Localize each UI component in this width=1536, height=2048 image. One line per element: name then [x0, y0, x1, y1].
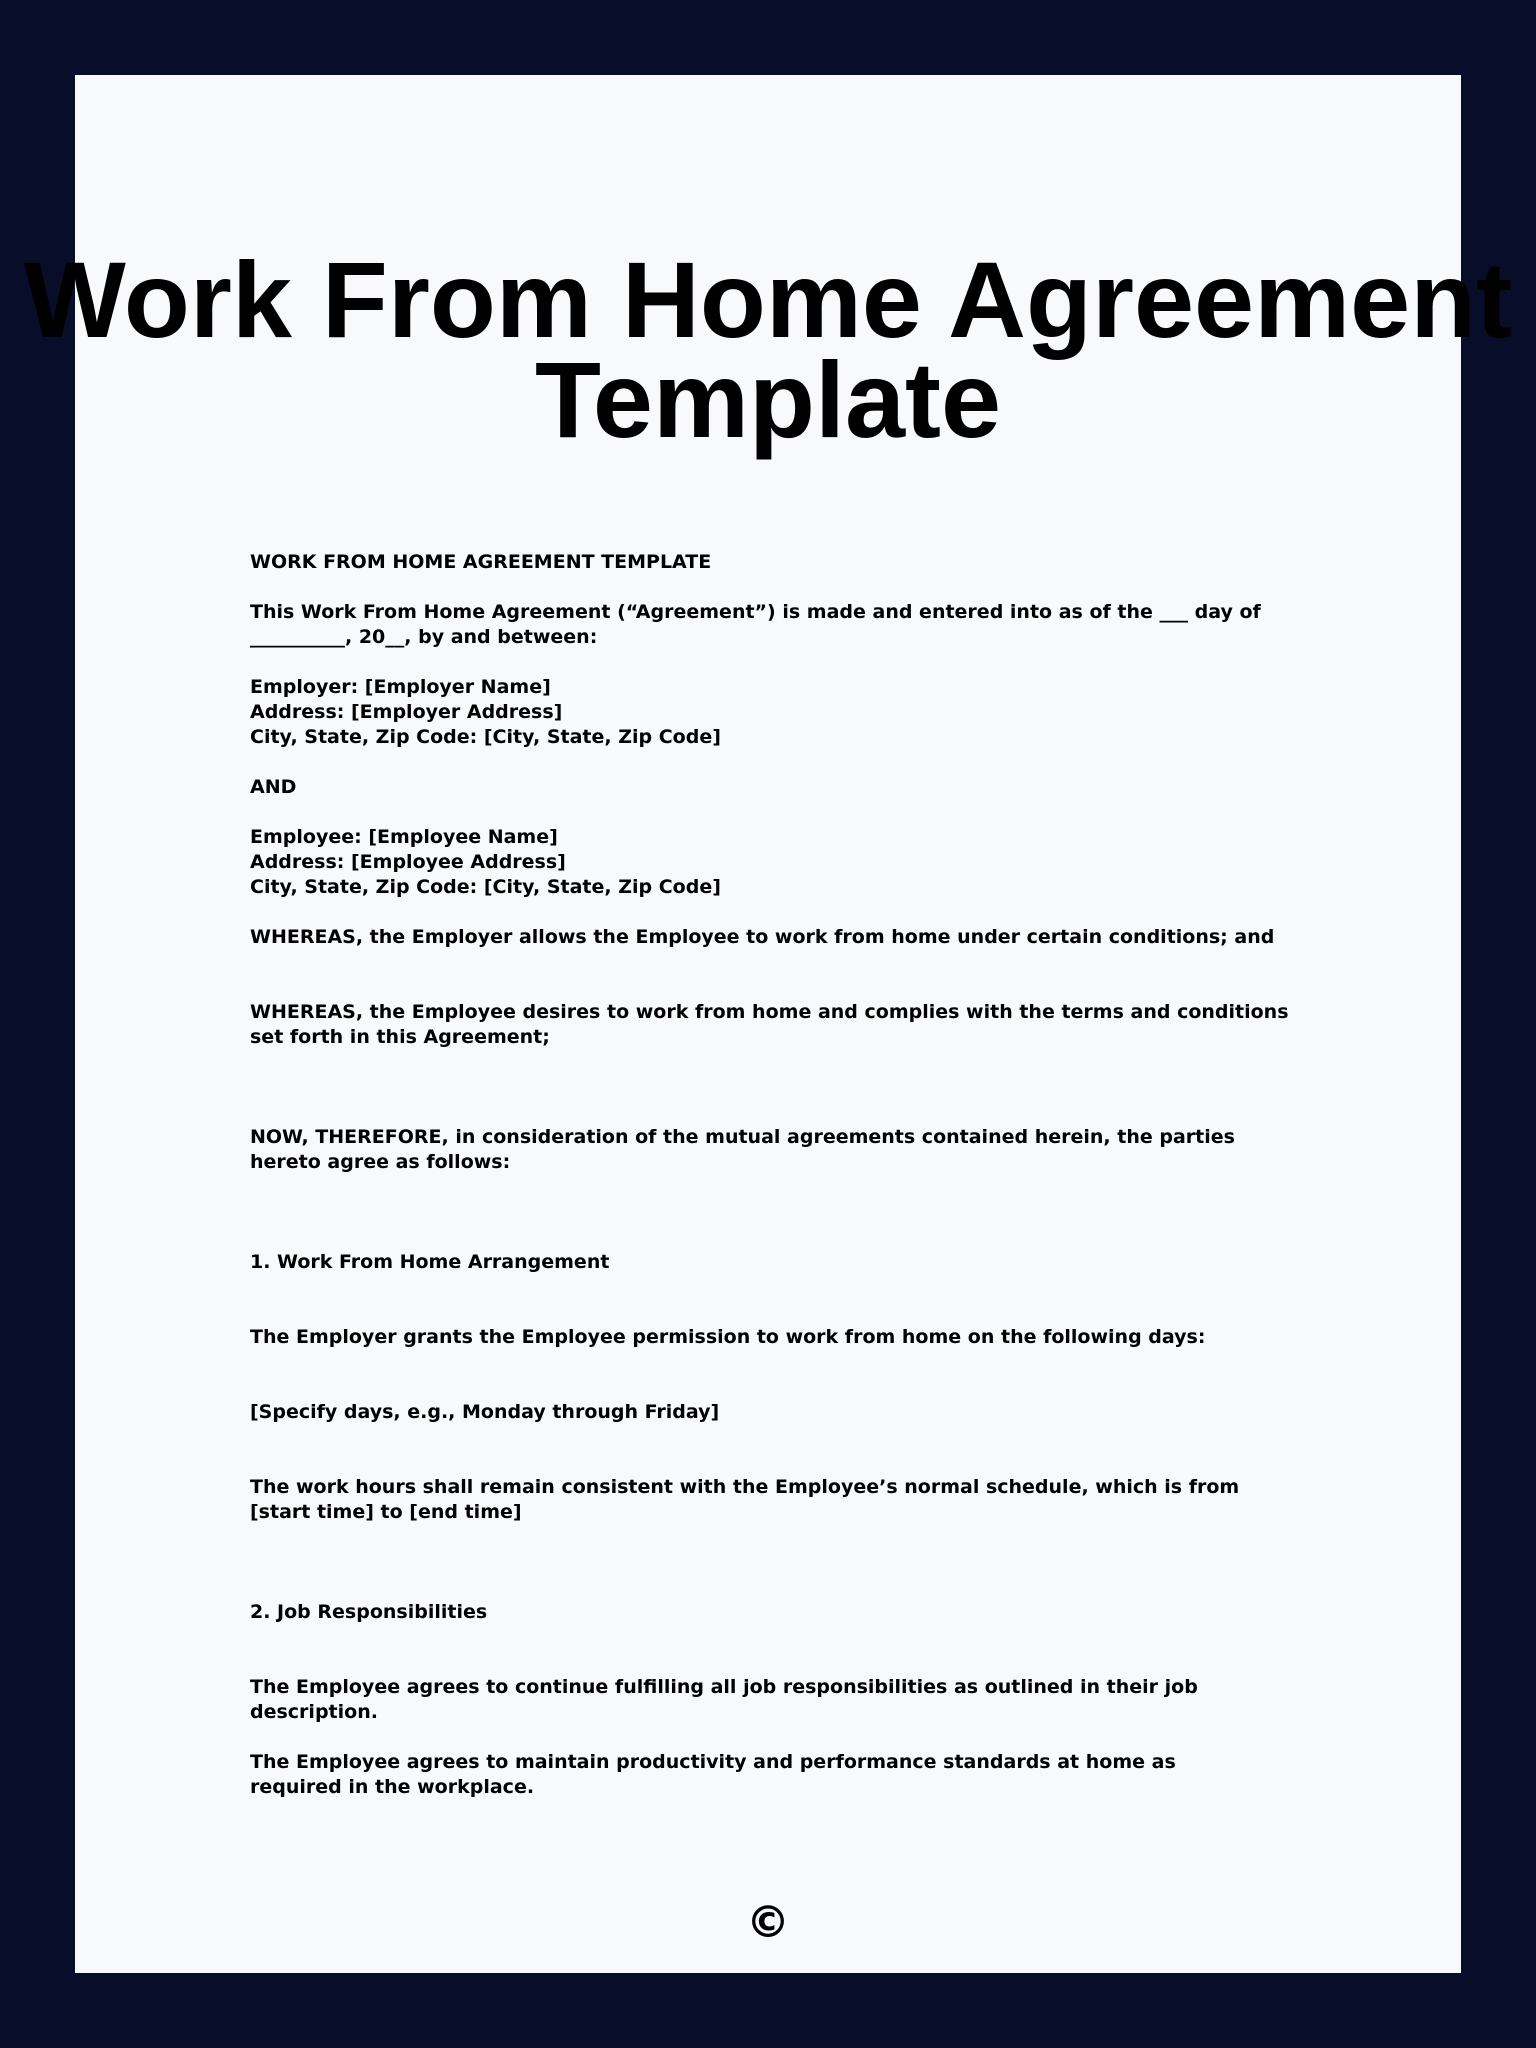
employee-name: Employee: [Employee Name] [250, 826, 558, 848]
section-1-paragraph-3: The work hours shall remain consistent with the Employee’s normal schedule, which is from [start time] to [end time] [250, 1476, 1240, 1523]
document-title [0, 239, 1536, 460]
intro-paragraph: This Work From Home Agreement (“Agreement”) is made and entered into as of the ___ day of __________, 20__, by and between: [250, 601, 1261, 648]
section-2-paragraph-1: The Employee agrees to continue fulfilling all job responsibilities as outlined in their job description. [250, 1676, 1198, 1723]
agreement-heading: WORK FROM HOME AGREEMENT TEMPLATE [250, 551, 712, 573]
whereas-clause-2: WHEREAS, the Employee desires to work from home and complies with the terms and conditions set forth in this Agreement; [250, 1001, 1289, 1048]
now-therefore-clause: NOW, THEREFORE, in consideration of the mutual agreements contained herein, the parties hereto agree as follows: [250, 1126, 1235, 1173]
section-1-paragraph-1: The Employer grants the Employee permission to work from home on the following days: [250, 1326, 1206, 1348]
section-1-heading: 1. Work From Home Arrangement [250, 1251, 610, 1273]
title-line-2: Template [534, 339, 1002, 460]
section-2-paragraph-2: The Employee agrees to maintain productivity and performance standards at home as required in the workplace. [250, 1751, 1176, 1798]
employer-city: City, State, Zip Code: [City, State, Zip Code] [250, 726, 721, 748]
employee-address: Address: [Employee Address] [250, 851, 566, 873]
section-1-paragraph-2: [Specify days, e.g., Monday through Friday] [250, 1401, 720, 1423]
employee-city: City, State, Zip Code: [City, State, Zip Code] [250, 876, 721, 898]
copyright-icon: © [746, 1897, 790, 1948]
employer-name: Employer: [Employer Name] [250, 676, 551, 698]
employee-block [250, 825, 1310, 900]
document-page [23, 75, 1513, 1973]
employer-block [250, 675, 1310, 750]
employer-address: Address: [Employer Address] [250, 701, 563, 723]
whereas-clause-1: WHEREAS, the Employer allows the Employee to work from home under certain conditions; and [250, 926, 1275, 948]
and-separator: AND [250, 776, 297, 798]
title-line-1: Work From Home Agreement [23, 239, 1513, 360]
section-2-heading: 2. Job Responsibilities [250, 1601, 488, 1623]
